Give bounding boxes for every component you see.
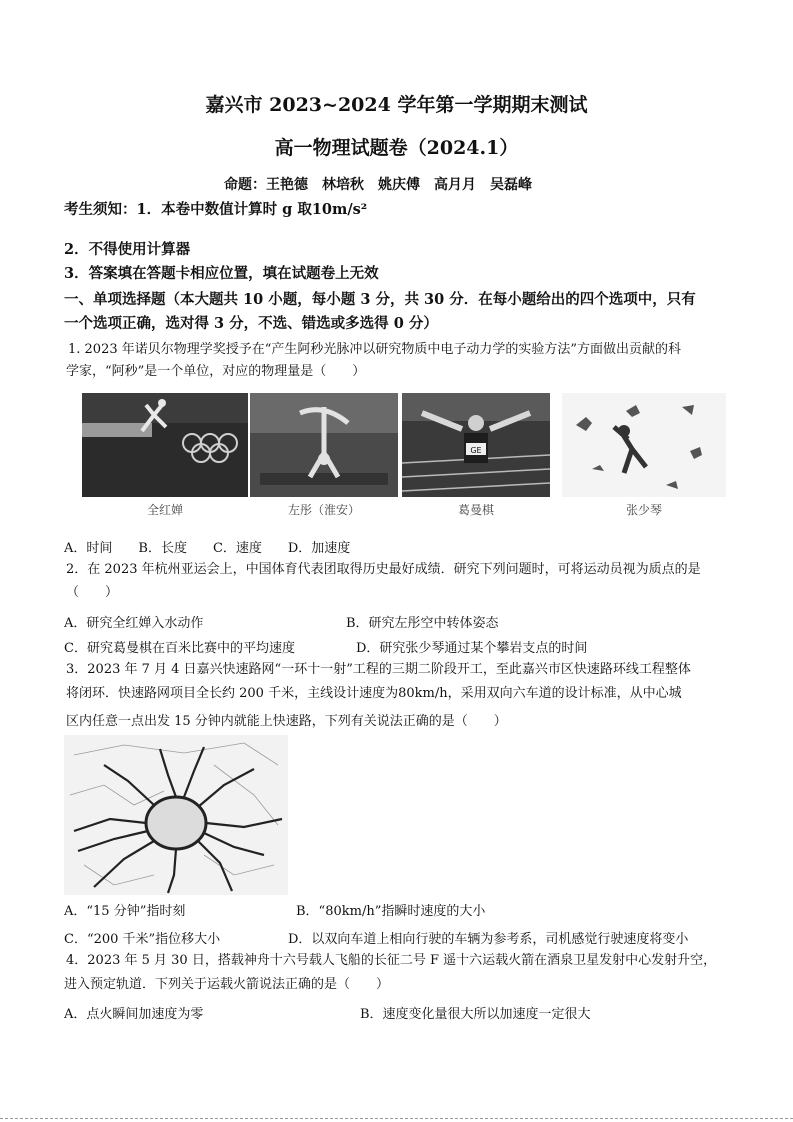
photo-gymnast [250, 393, 398, 521]
gymnast-image [250, 393, 398, 497]
q1-stem-line-2: 学家，“阿秒”是一个单位，对应的物理量是（ ） [66, 364, 366, 379]
q3-option-d: D．以双向车道上相向行驶的车辆为参考系，司机感觉行驶速度将变小 [288, 932, 689, 947]
q3-stem-line-2: 将闭环．快速路网项目全长约 200 千米，主线设计速度为80km/h，采用双向六车道的设计标准，从中心城 [66, 686, 682, 701]
q3-option-c: C．“200 千米”指位移大小 [64, 932, 221, 947]
climber-image [562, 393, 726, 497]
map-image [64, 735, 288, 895]
exam-title: 嘉兴市 2023~2024 学年第一学期期末测试 [205, 94, 588, 116]
photo-climber [562, 393, 726, 521]
q4-option-a: A．点火瞬间加速度为零 [64, 1007, 204, 1022]
q2-stem-line-2: （ ） [66, 585, 119, 600]
caption-3: 葛曼棋 [457, 503, 494, 517]
notice-item-3: 3．答案填在答题卡相应位置，填在试题卷上无效 [64, 265, 379, 282]
runner-image [402, 393, 550, 497]
photo-runner [402, 393, 550, 521]
q1-options: A．时间 B．长度 C．速度 D．加速度 [64, 541, 351, 556]
notice-item-2: 2．不得使用计算器 [64, 241, 191, 258]
paper-title: 高一物理试题卷（2024.1） [274, 137, 519, 159]
notice-item-1: 考生须知：1．本卷中数值计算时 g 取10m/s² [64, 201, 368, 218]
q3-stem-line-3: 区内任意一点出发 15 分钟内就能上快速路，下列有关说法正确的是（ ） [66, 714, 507, 729]
q2-option-a: A．研究全红婵入水动作 [64, 616, 204, 631]
q2-stem-line-1: 2．在 2023 年杭州亚运会上，中国体育代表团取得历史最好成绩．研究下列问题时，可将运动员视为质点的是 [66, 562, 701, 577]
photo-diver [82, 393, 248, 521]
caption-1: 全红婵 [146, 503, 183, 517]
caption-2: 左彤（淮安） [287, 503, 360, 517]
page-bottom-rule [0, 1118, 793, 1119]
q3-option-a: A．“15 分钟”指时刻 [64, 904, 186, 919]
caption-4: 张少琴 [625, 503, 662, 517]
q1-stem-line-1: 1. 2023 年诺贝尔物理学奖授予在“产生阿秒光脉冲以研究物质中电子动力学的实验方法”方面做出贡献的科 [68, 342, 682, 357]
q4-stem-line-2: 进入预定轨道．下列关于运载火箭说法正确的是（ ） [64, 977, 390, 992]
diver-image [82, 393, 248, 497]
bib-number: GE [470, 446, 482, 455]
section-heading-line-1: 一、单项选择题（本大题共 10 小题，每小题 3 分，共 30 分．在每小题给出的四个选项中，只有 [64, 291, 696, 308]
q4-option-b: B．速度变化量很大所以加速度一定很大 [360, 1007, 591, 1022]
section-heading-line-2: 一个选项正确，选对得 3 分，不选、错选或多选得 0 分） [64, 315, 438, 332]
q3-option-b: B．“80km/h”指瞬时速度的大小 [296, 904, 486, 919]
q4-stem-line-1: 4．2023 年 5 月 30 日，搭载神舟十六号载人飞船的长征二号 F 遥十六运载火箭在酒泉卫星发射中心发射升空， [66, 953, 717, 968]
authors-line: 命题：王艳德 林培秋 姚庆傅 高月月 吴磊峰 [224, 177, 532, 193]
q2-option-b: B．研究左彤空中转体姿态 [346, 616, 499, 631]
q2-option-d: D．研究张少琴通过某个攀岩支点的时间 [356, 641, 588, 656]
q2-option-c: C．研究葛曼棋在百米比赛中的平均速度 [64, 641, 295, 656]
q3-stem-line-1: 3．2023 年 7 月 4 日嘉兴快速路网“一环十一射”工程的三期二阶段开工，至此嘉兴市区快速路环线工程整体 [66, 662, 691, 677]
expressway-map [64, 735, 288, 895]
